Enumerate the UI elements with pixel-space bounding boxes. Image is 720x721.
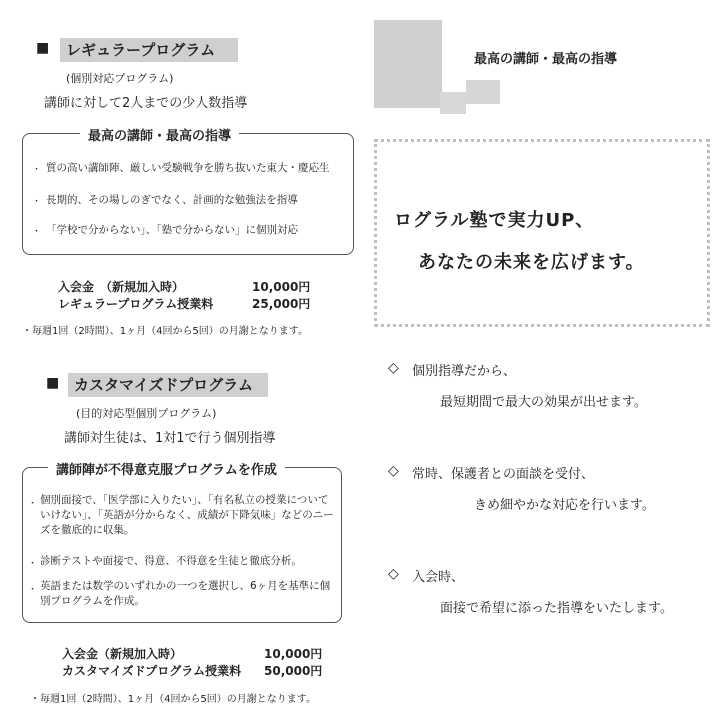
diamond-icon: ◇: [388, 360, 399, 376]
feature-3-line-2: 面接で希望に添った指導をいたします。: [440, 601, 673, 616]
regular-bullet-3: 「学校で分からない」、「塾で分からない」に個別対応: [46, 224, 298, 236]
custom-subtitle: (目的対応型個別プログラム): [76, 407, 217, 420]
regular-fee-amount-1: 10,000円: [252, 280, 311, 294]
regular-bullet-marker: ・: [32, 165, 42, 175]
regular-bullet-marker: ・: [32, 197, 42, 207]
feature-1-line-2: 最短期間で最大の効果が出せます。: [440, 395, 647, 410]
regular-subtitle: (個別対応プログラム): [66, 72, 174, 85]
slogan-box: [374, 139, 710, 327]
custom-bullet-1: 個別面接で、「医学部に入りたい」、「有名私立の授業についていけない」、「英語が分からなく、成績が下降気味」などのニーズを徹底的に収集。: [40, 494, 334, 536]
custom-note: ・毎週1回（2時間）、1ヶ月（4回から5回）の月謝となります。: [30, 694, 317, 705]
custom-bullet-marker: ・: [28, 585, 38, 595]
custom-bullet-marker: ・: [28, 559, 38, 569]
decorative-square-right: [466, 80, 500, 104]
regular-bullet-marker: ・: [32, 227, 42, 237]
custom-heading-marker: ■: [46, 375, 60, 391]
custom-fee-label-1: 入会金（新規加入時）: [62, 647, 183, 661]
custom-fee-amount-1: 10,000円: [264, 647, 323, 661]
custom-tagline: 講師対生徒は、1対1で行う個別指導: [64, 431, 276, 446]
feature-1-line-1: 個別指導だから、: [412, 364, 517, 379]
diamond-icon: ◇: [388, 463, 399, 479]
custom-fee-amount-2: 50,000円: [264, 664, 323, 678]
right-top-heading: 最高の講師・最高の指導: [474, 52, 618, 67]
regular-box-title: 最高の講師・最高の指導: [80, 125, 239, 144]
regular-bullet-1: 質の高い講師陣、厳しい受験戦争を勝ち抜いた東大・慶応生: [46, 162, 330, 174]
regular-heading: レギュラープログラム: [60, 38, 238, 62]
regular-fee-amount-2: 25,000円: [252, 297, 311, 311]
feature-2-line-1: 常時、保護者との面談を受付、: [412, 467, 595, 482]
decorative-square-small: [440, 92, 466, 114]
slogan-line-1: ログラル塾で実力UP、: [394, 210, 595, 231]
custom-heading: カスタマイズドプログラム: [68, 373, 268, 397]
custom-bullet-2: 診断テストや面接で、得意、不得意を生徒と徹底分析。: [40, 555, 302, 567]
decorative-square-large: [374, 20, 442, 108]
regular-tagline: 講師に対して2人までの少人数指導: [44, 96, 248, 111]
custom-fee-label-2: カスタマイズドプログラム授業料: [62, 664, 242, 678]
custom-bullet-marker: ・: [28, 499, 38, 509]
feature-3-line-1: 入会時、: [412, 570, 465, 585]
regular-heading-marker: ■: [36, 40, 50, 56]
slogan-line-2: あなたの未来を広げます。: [418, 252, 645, 273]
feature-2-line-2: きめ細やかな対応を行います。: [474, 498, 655, 513]
regular-fee-label-1: 入会金 （新規加入時）: [58, 280, 185, 294]
diamond-icon: ◇: [388, 566, 399, 582]
custom-box-title: 講師陣が不得意克服プログラムを作成: [48, 459, 285, 478]
regular-note: ・毎週1回（2時間）、1ヶ月（4回から5回）の月謝となります。: [22, 326, 309, 337]
custom-bullet-3: 英語または数学のいずれかの一つを選択し、6ヶ月を基準に個別プログラムを作成。: [40, 580, 331, 607]
regular-bullet-2: 長期的、その場しのぎでなく、計画的な勉強法を指導: [46, 194, 298, 206]
regular-fee-label-2: レギュラープログラム授業料: [58, 297, 214, 311]
